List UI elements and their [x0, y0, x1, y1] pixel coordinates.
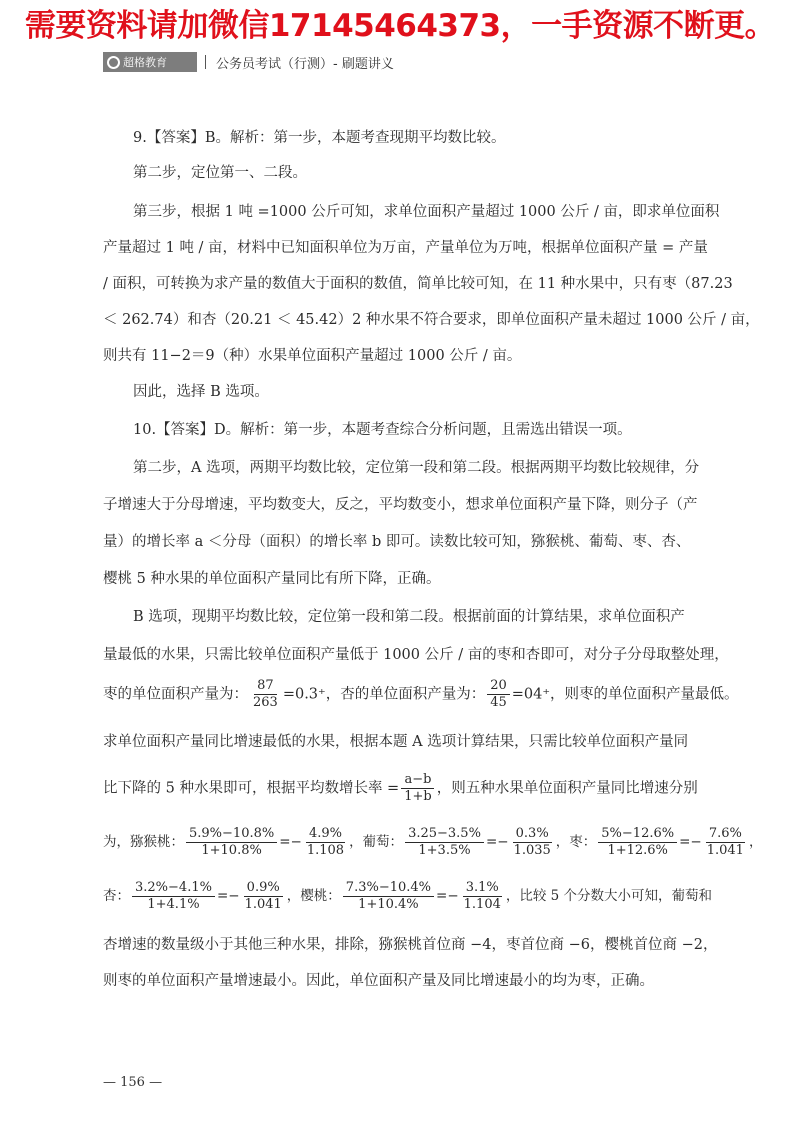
eq-text: ，枣：	[555, 834, 597, 850]
fraction	[704, 826, 747, 859]
fraction-denominator: 1+3.5%	[418, 843, 471, 858]
fraction-denominator: 1.104	[463, 897, 501, 912]
fraction-denominator: 1+10.8%	[201, 843, 262, 858]
eq-text: =0.3⁺，杏的单位面积产量为：	[282, 686, 486, 703]
eq-text: =04⁺，则枣的单位面积产量最低。	[511, 686, 739, 703]
eq-text: ，葡萄：	[349, 834, 404, 850]
fraction-numerator: 3.2%−4.1%	[132, 880, 215, 897]
promo-banner: 需要资料请加微信17145464373，一手资源不断更。	[24, 8, 776, 44]
paragraph-line: 子增速大于分母增速，平均数变大，反之，平均数变小，想求单位面积产量下降，则分子（产	[103, 497, 698, 513]
fraction	[461, 880, 504, 913]
eq-text: =−	[679, 834, 702, 850]
eq-text: 杏：	[103, 888, 130, 904]
eq-text: =−	[216, 888, 240, 904]
paragraph-line: 第二步，A 选项，两期平均数比较，定位第一段和第二段。根据两期平均数比较规律，分	[133, 460, 700, 476]
paragraph-line: 则枣的单位面积产量增速最小。因此，单位面积产量及同比增速最小的均为枣，正确。	[103, 973, 654, 989]
equation-line	[103, 678, 739, 711]
page-header	[103, 51, 394, 73]
fraction-numerator: 87	[254, 678, 277, 695]
fraction-denominator: 1.041	[244, 897, 282, 912]
eq-text: 比下降的 5 种水果即可，根据平均数增长率 =	[103, 780, 400, 797]
fraction	[487, 678, 510, 711]
paragraph-line: 因此，选择 B 选项。	[133, 384, 269, 400]
fraction-denominator: 263	[253, 695, 278, 710]
logo-icon	[107, 56, 120, 69]
eq-text: 枣的单位面积产量为：	[103, 686, 248, 703]
eq-text: =−	[279, 834, 302, 850]
equation-line	[103, 826, 762, 859]
fraction	[250, 678, 281, 711]
fraction-denominator: 1.041	[706, 843, 744, 858]
header-title: 公务员考试（行测）- 刷题讲义	[216, 56, 394, 72]
fraction-denominator: 1+12.6%	[607, 843, 668, 858]
eq-text: =−	[485, 834, 509, 850]
paragraph-line: / 面积，可转换为求产量的数值大于面积的数值，简单比较可知，在 11 种水果中，只有枣（87.23	[103, 276, 733, 292]
paragraph-line: 樱桃 5 种水果的单位面积产量同比有所下降，正确。	[103, 571, 441, 587]
fraction	[401, 772, 435, 805]
fraction	[186, 826, 277, 859]
paragraph-line: 则共有 11−2＝9（种）水果单位面积产量超过 1000 公斤 / 亩。	[103, 348, 522, 364]
fraction	[304, 826, 347, 859]
answer-9-heading: 9.【答案】B。解析：第一步，本题考查现期平均数比较。	[133, 130, 506, 146]
fraction-numerator: 4.9%	[306, 826, 345, 843]
paragraph-line: 第三步，根据 1 吨 =1000 公斤可知，求单位面积产量超过 1000 公斤 / 亩，即求单位面积	[133, 204, 720, 220]
fraction-numerator: 3.25−3.5%	[405, 826, 484, 843]
paragraph-line: 产量超过 1 吨 / 亩，材料中已知面积单位为万亩，产量单位为万吨，根据单位面积产量 = 产量	[103, 240, 708, 256]
page-number: — 156 —	[103, 1075, 163, 1090]
eq-text: ，	[748, 834, 763, 850]
paragraph-line: B 选项，现期平均数比较，定位第一段和第二段。根据前面的计算结果，求单位面积产	[133, 609, 685, 625]
paragraph-line: 杏增速的数量级小于其他三种水果，排除，猕猴桃首位商 −4，枣首位商 −6，樱桃首位商 −2，	[103, 937, 718, 953]
paragraph-line: 量最低的水果，只需比较单位面积产量低于 1000 公斤 / 亩的枣和杏即可，对分子分母取整处理，	[103, 647, 729, 663]
eq-text: ，比较 5 个分数大小可知，葡萄和	[505, 888, 713, 904]
eq-text: =−	[436, 888, 459, 904]
fraction-denominator: 1+4.1%	[147, 897, 200, 912]
header-divider	[205, 55, 206, 69]
fraction-denominator: 1+b	[404, 789, 432, 804]
equation-line	[103, 880, 712, 913]
fraction-numerator: 7.3%−10.4%	[343, 880, 434, 897]
fraction-denominator: 1.108	[306, 843, 345, 858]
eq-text: ，则五种水果单位面积产量同比增速分别	[436, 780, 698, 797]
fraction-numerator: 20	[487, 678, 510, 695]
fraction	[511, 826, 554, 859]
fraction	[132, 880, 215, 913]
eq-text: 为，猕猴桃：	[103, 834, 184, 850]
fraction-numerator: a−b	[401, 772, 434, 789]
fraction-numerator: 5.9%−10.8%	[186, 826, 277, 843]
fraction-numerator: 5%−12.6%	[598, 826, 677, 843]
paragraph-line: 第二步，定位第一、二段。	[133, 165, 307, 181]
publisher-logo	[103, 52, 197, 72]
fraction-numerator: 0.3%	[513, 826, 552, 843]
fraction-numerator: 0.9%	[244, 880, 283, 897]
paragraph-line: 求单位面积产量同比增速最低的水果，根据本题 A 选项计算结果，只需比较单位面积产量同	[103, 734, 689, 750]
fraction	[598, 826, 677, 859]
fraction	[242, 880, 285, 913]
paragraph-line: ＜ 262.74）和杏（20.21 ＜ 45.42）2 种水果不符合要求，即单位面积产量未超过 1000 公斤 / 亩，	[103, 312, 760, 328]
eq-text: ，樱桃：	[286, 888, 341, 904]
fraction	[405, 826, 484, 859]
fraction-denominator: 1+10.4%	[358, 897, 419, 912]
answer-10-heading: 10.【答案】D。解析：第一步，本题考查综合分析问题，且需选出错误一项。	[133, 422, 632, 438]
fraction-denominator: 1.035	[513, 843, 551, 858]
fraction-numerator: 7.6%	[706, 826, 745, 843]
equation-line	[103, 772, 698, 805]
fraction-numerator: 3.1%	[463, 880, 502, 897]
logo-text: 超格教育	[123, 56, 167, 69]
paragraph-line: 量）的增长率 a ＜分母（面积）的增长率 b 即可。读数比较可知，猕猴桃、葡萄、枣、杏、	[103, 534, 691, 550]
fraction	[343, 880, 434, 913]
fraction-denominator: 45	[490, 695, 507, 710]
